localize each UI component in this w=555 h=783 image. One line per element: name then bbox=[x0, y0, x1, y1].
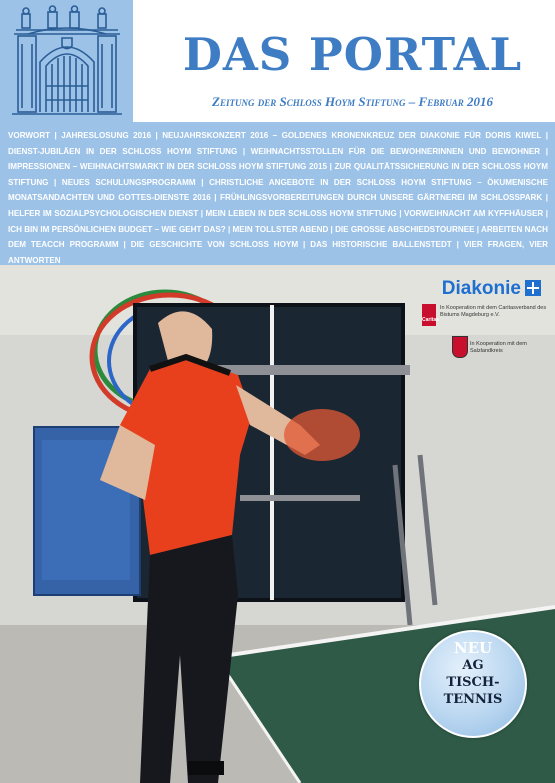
table-of-contents: VORWORT | JAHRESLOSUNG 2016 | NEUJAHRSKONZERT 2016 – GOLDENES KRONENKREUZ DER DIAKONIE FÜR DORIS KIWEL | DIENST-JUBILÄEN IN DER SCHLOSS HOYM STIFTUNG | WEIHNACHTSSTOLLEN FÜR DIE BEWOHNERINNEN UND BEWOHNER | IMPRESSIONEN – WEIHNACHTSMARKT IN DER SCHLOSS HOYM STIFTUNG 2015 | ZUR QUALITÄTSSICHERUNG IN DER SCHLOSS HOYM STIFTUNG | NEUES SCHULUNGSPROGRAMM | CHRISTLICHE ANGEBOTE IN DER SCHLOSS HOYM STIFTUNG – ÖKUMENISCHE MONATSANDACHTEN UND GOTTES-DIENSTE 2016 | FRÜHLINGSVORBEREITUNGEN DURCH UNSERE GÄRTNEREI IM SCHLOSSPARK | HELFER IM SOZIALPSYCHOLOGISCHEN DIENST | MEIN LEBEN IN DER SCHLOSS HOYM STIFTUNG | VORWEIHNACHT AM KYFFHÄUSER | ICH BIN IM PERSÖNLICHEN BUDGET – WIE GEHT DAS? | MEIN TOLLSTER ABEND | DIE GROSSE ABSCHIEDSTOURNEE | ARBEITEN NACH DEM TEACCH PROGRAMM | DIE GESCHICHTE VON SCHLOSS HOYM | DAS HISTORISCHE BALLENSTEDT | VIER FRAGEN, VIER ANTWORTEN bbox=[8, 131, 548, 265]
salzlandkreis-cooperation-text: In Kooperation mit dem Salzlandkreis bbox=[470, 341, 527, 354]
newspaper-subtitle: Zeitung der Schloß Hoym Stiftung – Februar 2016 bbox=[212, 94, 493, 109]
masthead bbox=[0, 0, 555, 122]
diakonie-cross-icon bbox=[525, 280, 541, 296]
badge-text bbox=[419, 640, 527, 708]
salzlandkreis-crest-icon bbox=[452, 336, 468, 358]
castle-portal-logo bbox=[0, 0, 133, 122]
newspaper-title: DAS PORTAL bbox=[182, 28, 523, 81]
caritas-wordmark: Caritas bbox=[422, 317, 439, 323]
badge-line-ag: AG bbox=[462, 658, 484, 673]
badge-line-tennis: TENNIS bbox=[443, 692, 503, 707]
badge-line-tisch: TISCH- bbox=[446, 675, 500, 690]
badge-line-neu: NEU bbox=[453, 639, 493, 657]
caritas-cooperation-text: In Kooperation mit dem Caritasverband des Bistums Magdeburg e.V. bbox=[440, 305, 547, 318]
castle-portal-icon bbox=[8, 4, 126, 118]
caritas-logo bbox=[422, 304, 439, 326]
diakonie-wordmark: Diakonie bbox=[441, 278, 521, 299]
